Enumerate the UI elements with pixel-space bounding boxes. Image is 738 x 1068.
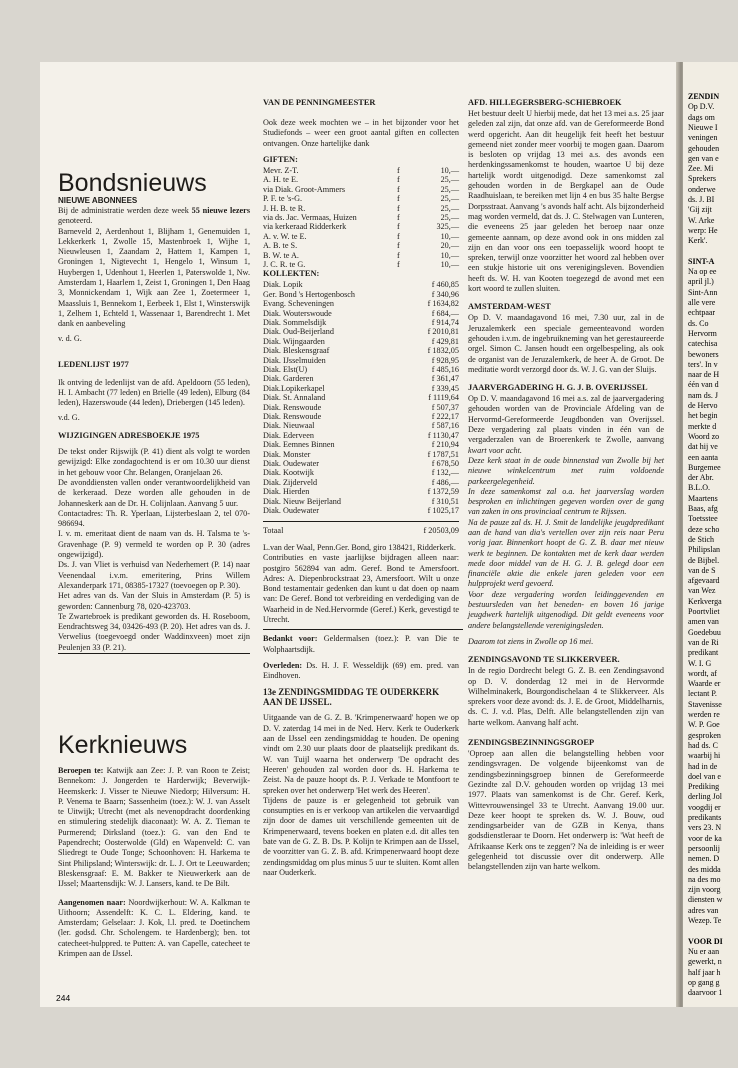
next-page-text-line: ZENDIN — [688, 92, 720, 101]
slikkerveer-text: In de regio Dordrecht belegt G. Z. B. een Zendingsavond op D. V. donderdag 12 mei in de Hervormde Wilhelminakerk, Bourgondischelaan 4 te Slikkerveer. Als sprekers voor deze avond: ds. J. E. de Groot, Middelharnis, ds. C. J. v.d. Plas, Delft. Alle belangstellenden zijn van harte welkom. Aanvang half acht. — [468, 666, 664, 727]
next-page-text-line: B.L.O. — [688, 483, 710, 493]
ledenlijst-sign: v.d. G. — [58, 412, 80, 422]
next-page-text-line: bewoners — [688, 349, 719, 359]
next-page-text-line: afgevaard — [688, 576, 720, 586]
collecte-row: Diak. Oud-Beijerland f 2010,81 — [263, 327, 459, 337]
wijziging-paragraph: Contactadres: Th. R. Yperlaan, Lijsterbeslaan 2, tel 070-986694. — [58, 508, 250, 529]
next-page-text-line: Zee. Mi — [688, 164, 714, 174]
next-page-text-line: van de S — [688, 565, 716, 575]
next-page-text-line: april jl.) — [688, 277, 714, 287]
next-page-text-line: dags om — [688, 112, 715, 122]
collecte-row: Diak. St. Annaland f 1119,64 — [263, 393, 459, 403]
collecte-row: Diak. Ederveen f 1130,47 — [263, 430, 459, 440]
next-page-text-line: Hervorm — [688, 328, 717, 338]
next-page-text-line: alle vere — [688, 298, 716, 307]
next-page-text-line: half jaar h — [688, 967, 721, 977]
next-page-text-line: gewerkt, n — [688, 957, 722, 967]
next-page-text-line: Wezep. Te — [688, 916, 722, 925]
next-page-text-line: der Abr. — [688, 473, 714, 483]
wijziging-paragraph: De avonddiensten vallen onder verantwoordelijkheid van de kerkeraad. Deze worden alle gehouden in de Johanneskerk aan de Dr. H. Colijnlaan. Aanvang 5 uur. — [58, 477, 250, 508]
gift-row: P. F. te 's-G. f 25,— — [263, 194, 459, 204]
overleden-text: Overleden: Ds. H. J. F. Wesseldijk (69) em. pred. van Eindhoven. — [263, 660, 459, 681]
bezinning-heading: ZENDINGSBEZINNINGSGROEP — [468, 738, 595, 748]
wijziging-paragraph: I. v. m. emeritaat dient de naam van ds. H. Talsma te 's-Gravenhage (P. 9) vermeld te worden op P. 30 (adres ongewijzigd). — [58, 529, 250, 560]
jaarvergadering-italic: In deze samenkomst zal o.a. het jaarverslag worden besproken en inlichtingen gegeven worden over de gang van zaken in ons provinciaal centrum te Rijssen. — [468, 486, 664, 517]
next-page-text-line: ds. Co — [688, 318, 709, 328]
collecten-heading: KOLLEKTEN: — [263, 269, 320, 279]
totaal-row: Totaal f 20503,09 — [263, 525, 459, 535]
collecte-row: Diak. Garderen f 361,47 — [263, 374, 459, 384]
next-page-text-line: Prediking — [688, 782, 720, 792]
collecte-row: Diak. Wijngaarden f 429,81 — [263, 336, 459, 346]
next-page-text-line: deze scho — [688, 524, 720, 534]
jaarvergadering-text: Op D. V. maandagavond 16 mei a.s. zal de jaarvergadering gehouden worden van de Provinciale Afdeling van de Hervormd-Gereformeerde Jeugdbonden van Overijssel. Deze vergadering zal plaats vinden in één van de vergaderzalen van de Broerenkerk te Zwolle, aanvang kwart voor acht. — [468, 394, 664, 455]
next-page-text-line: Waarde er — [688, 679, 721, 689]
gift-row: B. W. te A. f 10,— — [263, 250, 459, 260]
next-page-text-line: doel van e — [688, 771, 721, 781]
collecte-row: Diak. Bleskensgraaf f 1832,05 — [263, 346, 459, 356]
next-page-text-line: de Bijbel. — [688, 555, 720, 565]
next-page-text-line: het begin — [688, 411, 718, 421]
totaal-rule — [263, 521, 459, 522]
zendingsmiddag-heading: 13e ZENDINGSMIDDAG TE OUDERKERK AAN DE IJSSEL. — [263, 687, 440, 708]
amsterdam-heading: AMSTERDAM-WEST — [468, 302, 551, 312]
wijziging-paragraph: Te Zwartebroek is predikant geworden ds. H. Roseboom, Eendrachtsweg 34, 03426-493 (P. 20). Het adres van ds. J. Verwelius (toegevoegd onder Waddinxveen) moet zijn Peulenjen 33 (P. 21). — [58, 612, 250, 654]
gift-row: Mevr. Z-T. f 10,— — [263, 165, 459, 175]
collecte-row: Diak. Renswoude f 222,17 — [263, 412, 459, 422]
gift-row: A. v. W. te E. f 10,— — [263, 231, 459, 241]
gift-row: A. H. te E. f 25,— — [263, 175, 459, 185]
hillegersberg-text: Het bestuur deelt U hierbij mede, dat het 13 mei a.s. 25 jaar geleden zal zijn, dat onze afd. van de Gereformeerde Bond werd opgericht. Aan dit heugelijk feit heeft het bestuur gemeend niet zonder meer voorbij te mogen gaan. Daarom is besloten op vrijdag 13 mei a.s. des avonds een herdenkingssamenkomst te houden, waartoe U bij deze hartelijk wordt uitgenodigd. Deze samenkomst zal gehouden worden in de Bergkapel aan de Oude Raadhuislaan, te bereiken met lijn 4 en bus 35 halte Bergse Dorpsstraat. Aanvang 's avonds half acht. Als bijzonderheid mag worden vermeld, dat ds. J. C. Stelwagen van Lunteren, die eveneens 25 jaar geleden het beroep naar onze gemeente aannam, op deze avond ook in ons midden zal zijn en dan voor ons een toepasselijk woord hoopt te spreken, terwijl onze voorzitter het woord zal hebben over een stukje historie uit ons verenigingsleven. Bovendien heeft ds. W. H. van Kooten toegezegd de avond met een kort woord te zullen sluiten. — [468, 109, 664, 294]
next-page-text-line: werp: He — [688, 225, 718, 235]
next-page-text-line: onderwe — [688, 184, 716, 194]
abonnees-intro: Bij de administratie werden deze week 55 nieuwe lezers genoteerd. — [58, 206, 251, 226]
gift-row: J. H. B. te R. f 25,— — [263, 203, 459, 213]
next-page-text-line: echtpaar — [688, 308, 716, 318]
next-page-text-line: zijn voorg — [688, 885, 721, 895]
next-page-text-line: Woord zo — [688, 431, 720, 441]
next-page-text-line: persoonlij — [688, 843, 720, 853]
column-2 — [263, 98, 459, 878]
ledenlijst-heading: LEDENLIJST 1977 — [58, 359, 129, 369]
gift-row: via Diak. Groot-Ammers f 25,— — [263, 184, 459, 194]
next-page-text-line: Maartens — [688, 493, 718, 503]
gift-row: via kerkeraad Ridderkerk f 325,— — [263, 222, 459, 232]
collecte-row: Diak. Zijderveld f 486,— — [263, 477, 459, 487]
next-page-text-line: Sint-Ann — [688, 287, 718, 297]
next-page-text-line: van Wez — [688, 586, 716, 596]
aangenomen-text: Aangenomen naar: Noordwijkerhout: W. A. Kalkman te Uithoorn; Assendelft: K. C. L. Eldering, kand. te Amsterdam; Gelselaar: J. Kok, l.l. pred. te Doetinchem (ler. godsd. Chr. Scholengem. te Hardenberg); ben. tot catecheet-hulppred. te Putten: A. van Capelle, catecheet te Krimpen aan de IJssel. — [58, 897, 250, 959]
ledenlijst-text: Ik ontving de ledenlijst van de afd. Apeldoorn (55 leden), H. I. Ambacht (77 leden) en Brielle (49 leden), Elburg (84 leden), Hazerswoude (44 leden), Driebergen (145 leden). — [58, 377, 250, 408]
next-page-text-line: lectant P. — [688, 689, 717, 699]
giften-heading: GIFTEN: — [263, 154, 298, 164]
abonnees-list: Barneveld 2, Aerdenhout 1, Blijham 1, Genemuiden 1, Lekkerkerk 1, Zwolle 15, Mastenbroek 1, Wijhe 1, Nieuwleusen 1, Zaandam 2, Hattem 1, Kampen 1, Groningen 1, Nigtevecht 1, Hengelo 1, Winsum 1, Huybergen 1, Udenhout 1, Heerlen 1, Paterswolde 1, Nw. Amsterdam 1, Haarlem 1, Zeist 1, Groningen 1, Den Haag 3, Monnickendam 1, Wijk aan Zee 1, Zoetermeer 1, Maassluis 1, Bennekom 1, Eerbeek 1, Elst 1, Winsterswijk 1, Zelhem 1, Echteld 1, Wassenaar 1, Barendrecht 1. Met dank en aanbeveling — [58, 226, 250, 329]
next-page-text-line: naar de H — [688, 370, 720, 380]
next-page-text-line: van de Ri — [688, 637, 719, 647]
next-page-text-line: had in de — [688, 761, 718, 771]
next-page-text-line: W. Arke — [688, 215, 715, 225]
next-page-text-line: dat hij ve — [688, 442, 718, 452]
page-number: 244 — [56, 993, 71, 1003]
jaarvergadering-italic: Voor deze vergadering worden leidinggevenden en bestuursleden van het beneden- en boven 16 jarige jeugdwerk hartelijk uitgenodigd. Dit geldt eveneens voor andere belangstellende verenigingsleden. — [468, 589, 664, 630]
collecten-table — [263, 280, 459, 515]
bondsnieuws-title: Bondsnieuws — [58, 169, 207, 197]
slikkerveer-heading: ZENDINGSAVOND TE SLIKKERVEER. — [468, 655, 620, 665]
next-page-text-line: gesproken — [688, 730, 721, 740]
next-page-text-line: adres van — [688, 905, 719, 915]
collecte-row: Diak. Kootwijk f 132,— — [263, 468, 459, 478]
giften-table — [263, 166, 459, 269]
amsterdam-text: Op D. V. maandagavond 16 mei, 7.30 uur, zal in de Jeruzalemkerk een speciale gemeenteavond worden gehouden i.v.m. de ingebruikneming van het gerestaureerde orgel. Simon C. Jansen houdt een orgelbespeling, als ook de organist van de Jeruzalemkerk, de heer A. de Groot. De meditatie wordt verzorgd door ds. W. J. G. van der Sluijs. — [468, 313, 664, 374]
next-page-text-line: één van d — [688, 380, 719, 390]
next-page-text-line: catechisa — [688, 339, 718, 349]
next-page-text-line: Sprekers — [688, 174, 716, 184]
collecte-row: Evang. Scheveningen f 1634,82 — [263, 299, 459, 309]
next-page-text-line: SINT-A — [688, 256, 715, 266]
next-page-text-line: predikants — [688, 813, 722, 822]
next-page-text-line: Poortvliet — [688, 607, 720, 616]
next-page-text-line: nam ds. J — [688, 390, 718, 400]
next-page-text-line: predikant — [688, 648, 719, 658]
next-page-text-line: waarbij hi — [688, 751, 721, 761]
gift-row: A. B. te S. f 20,— — [263, 241, 459, 251]
next-page-text-line: ds. J. BI — [688, 195, 715, 204]
column-1 — [58, 170, 250, 654]
wijziging-paragraph: Het adres van ds. Van der Sluis in Amsterdam (P. 5) is geworden: Cannenburg 78, 020-423703. — [58, 591, 250, 611]
section-rule — [263, 629, 463, 630]
jaarvergadering-italic: Daarom tot ziens in Zwolle op 16 mei. — [468, 636, 594, 646]
jaarvergadering-heading: JAARVERGADERING H. G. J. B. OVERIJSSEL — [468, 383, 648, 393]
collecte-row: Diak. Oudewater f 678,50 — [263, 459, 459, 469]
bezinning-text: 'Oproep aan allen die belangstelling hebben voor zendingsvragen. De volgende bijeenkomst van de zendingsbezinningsgroep binnen de Gereformeerde Gezindte zal D.V. gehouden worden op vrijdag 13 mei 1977. Plaats van samenkomst is de Chr. Geref. Kerk, Wittevrouwensingel 33 te Utrecht. Aanvang 19.00 uur. Deze keer hoopt te spreken ds. W. J. Bouw, oud zendingsarbeider van de GZB in Kenya, thans godsdienstleraar te Doorn. Het onderwerp is: 'Wat heeft de Afrikaanse Kerk ons te zeggen'? Na de inleiding is er weer gelegenheid tot discussie over dit onderwerp. Alle belangstellenden zijn van harte welkom. — [468, 749, 664, 872]
next-page-text-line: had ds. C — [688, 740, 718, 750]
next-page-text-line: op gang g — [688, 977, 720, 987]
collecte-row: Diak. Nieuw Beijerland f 310,51 — [263, 496, 459, 506]
next-page-text-line: gehouden — [688, 143, 720, 153]
next-page-text-line: des midda — [688, 864, 721, 874]
gift-row: J. C. R. te G. f 10,— — [263, 259, 459, 269]
next-page-text-line: VOOR DI — [688, 936, 723, 946]
next-page-text-line: veningen — [688, 133, 718, 143]
next-page-text-line: voor de ka — [688, 833, 722, 843]
collecte-row: Diak.Lopikerkapel f 339,45 — [263, 383, 459, 393]
collecte-row: Diak. IJsselmuiden f 928,95 — [263, 355, 459, 365]
next-page-text-line: amen van — [688, 617, 719, 627]
next-page-text-line: Na op ee — [688, 267, 717, 277]
gift-row: via ds. Jac. Vermaas, Huizen f 25,— — [263, 212, 459, 222]
abonnees-heading: NIEUWE ABONNEES — [58, 196, 138, 205]
zendingsmiddag-paragraph: Uitgaande van de G. Z. B. 'Krimpenerwaard' hopen we op D. V. zaterdag 14 mei in de Ned. Herv. Kerk te Ouderkerk aan de IJssel een zendingsmiddag te houden. De opening vindt om 2.30 uur plaats door de plaatselijk predikant ds. W. van Tuijl waarna het onderwerp 'De opdracht des Heeren' gehouden zal worden door ds. H. Harkema te Zeist. Na de pauze hoopt ds. P. J. Verkade te Montfoort te spreken over het onderwerp 'Het werk des Heeren'. — [263, 713, 459, 795]
collecte-row: Diak. Oudewater f 1025,17 — [263, 506, 459, 516]
kerknieuws-title: Kerknieuws — [58, 731, 188, 759]
wijzigingen-heading: WIJZIGINGEN ADRESBOEKJE 1975 — [58, 431, 200, 441]
wijziging-paragraph: De tekst onder Rijswijk (P. 41) dient als volgt te worden gewijzigd: Elke zondagochtend is er om 10.30 uur dienst in het gebouw voor Chr. Belangen, Oranjelaan 26. — [58, 447, 250, 477]
next-page-text-line: voogdij er — [688, 802, 721, 812]
next-page-text-line: wordt, af — [688, 668, 717, 678]
next-page-text-line: Burgemee — [688, 462, 721, 472]
next-page-text-line: 'Gij zijt — [688, 205, 712, 215]
next-page-text-line: ters'. In v — [688, 359, 718, 369]
collecte-row: Diak. Lopik f 460,85 — [263, 280, 459, 290]
next-page-text-line: Kerkverga — [688, 596, 722, 606]
next-page-text-line: gen van e — [688, 153, 719, 163]
next-page-text-line: Stavenisse — [688, 699, 722, 709]
abonnees-sign: v. d. G. — [58, 333, 82, 343]
next-page-text-line: derling Jol — [688, 792, 722, 802]
jaarvergadering-italic: Na de pauze zal ds. H. J. Smit de landelijke jeugdpredikant aan de hand van dia's vertellen over zijn reis naar Peru vorig jaar. Binnenkort hoopt de G. Z. B. daar met nieuw werk te beginnen. De kontakten met de kerk daar werden mede door middel van de H. G. J. B. gelegd door een financiële aktie die enkele jaren geleden voor een hulpprojekt werd gevoerd. — [468, 517, 664, 589]
wijziging-paragraph: Ds. J. van Vliet is verhuisd van Nederhemert (P. 14) naar Veenendaal i.v.m. emeritering, Prins Willem Alexanderpark 171, 08385-17327 (toevoegen op P. 30). — [58, 560, 250, 590]
next-page-text-line: Op D.V. — [688, 102, 715, 112]
next-page-text-line: Nieuwe I — [688, 122, 718, 132]
next-page-edge — [683, 62, 738, 1007]
penningmeester-signature: L.van der Waal, Penn.Ger. Bond, giro 138421, Ridderkerk. — [263, 542, 456, 552]
next-page-text-line: vers 23. N — [688, 823, 722, 833]
next-page-text-line: Nu er aan — [688, 946, 720, 956]
next-page-text-line: diensten w — [688, 895, 723, 905]
next-page-text-line: de Stich — [688, 534, 714, 544]
collecte-row: Diak. Wouterswoude f 684,— — [263, 308, 459, 318]
collecte-row: Diak. Sommelsdijk f 914,74 — [263, 317, 459, 327]
next-page-text-line: de Hervo — [688, 401, 718, 410]
next-page-text-line: Philipslan — [688, 545, 721, 555]
next-page-text-line: werden re — [688, 710, 720, 719]
zendingsmiddag-paragraph: Tijdens de pauze is er gelegenheid tot gebruik van consumpties en is er verkoop van artikelen die vervaardigd zijn door de dames uit verschillende gemeenten uit de Krimpenerwaard, tevens boeken en platen e.d. dit alles ten bate van de G. Z. B. Ds. P. Kolijn te Krimpen aan de IJssel, de voorzitter van G. Z. B. afd. Krimpenerwaard hoopt deze zendingsmiddag om plus minus 5 uur te sluiten. Komt allen naar Ouderkerk. — [263, 795, 459, 877]
hillegersberg-heading: AFD. HILLEGERSBERG-SCHIEBROEK — [468, 98, 622, 107]
collecte-row: Diak. Hierden f 1372,59 — [263, 487, 459, 497]
collecte-row: Diak. Renswoude f 507,37 — [263, 402, 459, 412]
contributie-text: Contributies en vaste jaarlijkse bijdragen alleen naar: postgiro 562894 van adm. Geref. Bond te Amersfoort. Adres: A. Diepenbrockstraat 23, Amersfoort. Wilt u onze Bond testamentair gedenken dan kunt u dat doen op naam van: De Geref. Bond tot verbreiding en verdediging van de Waarheid in de Ned.Hervormde (Geref.) Kerk, gevestigd te Utrecht. — [263, 553, 459, 624]
kerknieuws-section — [58, 732, 250, 963]
collecte-row: Diak. Eemnes Binnen f 210,94 — [263, 440, 459, 450]
collecte-row: Diak. Elst(U) f 485,16 — [263, 365, 459, 375]
collecte-row: Ger. Bond 's Hertogenbosch f 340,96 — [263, 289, 459, 299]
next-page-text-line: W. P. Goe — [688, 720, 720, 730]
next-page-text-line: Baas, afg — [688, 504, 718, 513]
next-page-text-line: nemen. D — [688, 854, 720, 864]
next-page-text-line: na des mo — [688, 874, 721, 884]
bedankt-text: Bedankt voor: Geldermalsen (toez.): P. van Die te Wolphaartsdijk. — [263, 634, 460, 654]
penningmeester-text: Ook deze week mochten we – in het bijzonder voor het Studiefonds – weer een groot aantal giften en collecten ontvangen. Onze hartelijke dank — [263, 118, 459, 148]
column-3 — [468, 98, 664, 877]
next-page-text-line: W. I. G — [688, 658, 712, 668]
beroepen-text: Beroepen te: Katwijk aan Zee: J. P. van Roon te Zeist; Bennekom: J. Jongerden te Harderwijk; Beverwijk-Heemskerk: J. Visser te Nieuwe Niedorp; Hilversum: H. P. Venema te Baarn; Sassenheim (toez.): W. J. van Asselt te Uitwijk; Utrecht (met als nevenopdracht doordenking en stimulering stedelijk diaconaat): W. A. Z. Tieman te Purmerend; Dirksland (toez.): G. van den End te Papendrecht; Oosterwolde (Gld) en Wapenveld: C. van Sliedregt te Oude Tonge; Schoonhoven: H. Harkema te Sint Philipsland; Winterswijk: dr. L. J. Ort te Leeuwarden; Bleskensgraaf: E. M. Bakker te Nieuwerkerk aan de IJssel; Maartensdijk: W. J. Lansers, kand. te De Bilt. — [58, 766, 250, 889]
next-page-text-line: Kerk'. — [688, 236, 708, 246]
next-page-text-line: Toetsstee — [688, 514, 718, 524]
collecte-row: Diak. Nieuwaal f 587,16 — [263, 421, 459, 431]
jaarvergadering-italic: Deze kerk staat in de oude binnenstad van Zwolle bij het nieuwe winkelcentrum met ruim voldoende parkeergelegenheid. — [468, 455, 664, 486]
collecte-row: Diak. Monster f 1787,51 — [263, 449, 459, 459]
next-page-text-line: Goedebuu — [688, 627, 721, 637]
next-page-text-line: een aanta — [688, 452, 718, 462]
next-page-text-line: merkte d — [688, 421, 717, 431]
penningmeester-heading: VAN DE PENNINGMEESTER — [263, 98, 376, 107]
next-page-text-line: daarvoor 1 — [688, 988, 723, 998]
